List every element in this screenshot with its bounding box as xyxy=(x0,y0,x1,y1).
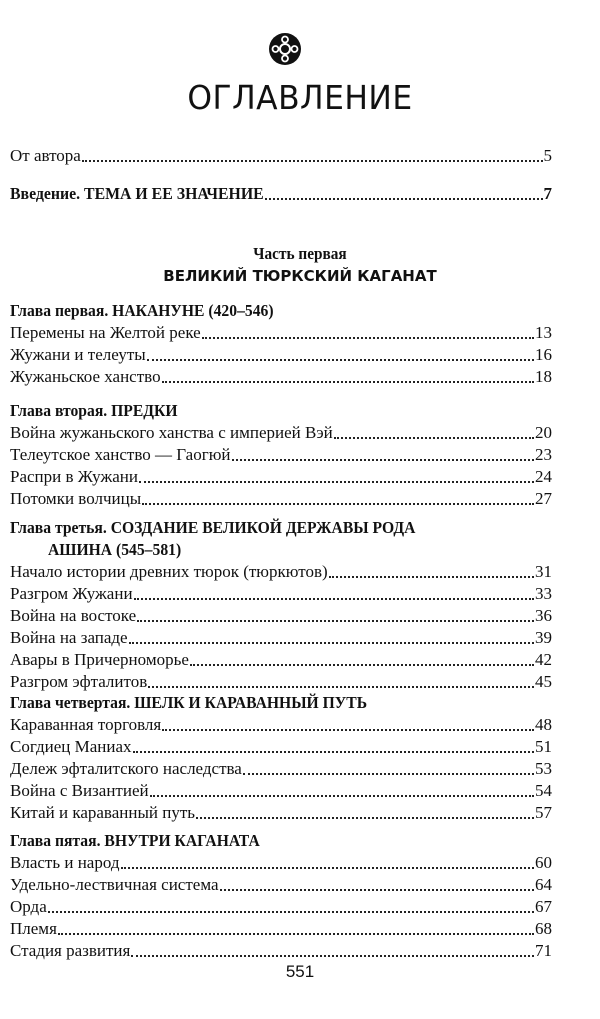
toc-entry[interactable] xyxy=(10,183,552,205)
chapter-heading[interactable] xyxy=(10,517,552,539)
leader-dots xyxy=(58,933,534,935)
toc-entry[interactable] xyxy=(10,671,552,693)
entry-title: Война с Византией xyxy=(10,781,149,800)
chapter-heading[interactable] xyxy=(10,400,552,422)
entry-title: Перемены на Желтой реке xyxy=(10,323,201,342)
entry-title: Китай и караванный путь xyxy=(10,803,195,822)
leader-dots xyxy=(243,773,534,775)
toc-entry[interactable] xyxy=(10,561,552,583)
entry-page: 16 xyxy=(535,345,552,364)
entry-title: Дележ эфталитского наследства xyxy=(10,759,242,778)
toc-entry[interactable] xyxy=(10,758,552,780)
chapter-block xyxy=(10,692,552,824)
entry-page: 7 xyxy=(543,184,552,203)
leader-dots xyxy=(147,359,534,361)
toc-entry[interactable] xyxy=(10,344,552,366)
leader-dots xyxy=(162,381,534,383)
leader-dots xyxy=(196,817,534,819)
entry-title: Племя xyxy=(10,919,57,938)
chapter-block xyxy=(10,517,552,693)
chapter-block xyxy=(10,300,552,388)
entry-page: 23 xyxy=(535,445,552,464)
leader-dots xyxy=(334,437,534,439)
entry-title: Караванная торговля xyxy=(10,715,162,734)
toc-entry[interactable] xyxy=(10,940,552,962)
toc-entry[interactable] xyxy=(10,488,552,510)
chapter-heading[interactable] xyxy=(10,692,552,714)
toc-entry[interactable] xyxy=(10,605,552,627)
entry-page: 24 xyxy=(535,467,552,486)
toc-entry[interactable] xyxy=(10,422,552,444)
leader-dots xyxy=(142,503,534,505)
entry-title: Разгром Жужани xyxy=(10,584,133,603)
entry-page: 60 xyxy=(535,853,552,872)
chapter-heading-text: Глава третья. СОЗДАНИЕ ВЕЛИКОЙ ДЕРЖАВЫ РОДА xyxy=(10,518,416,537)
entry-page: 33 xyxy=(535,584,552,603)
leader-dots xyxy=(220,889,534,891)
entry-page: 71 xyxy=(535,941,552,960)
intro-entries xyxy=(10,145,552,205)
entry-page: 53 xyxy=(535,759,552,778)
entry-page: 57 xyxy=(535,803,552,822)
entry-page: 27 xyxy=(535,489,552,508)
leader-dots xyxy=(48,911,534,913)
entry-page: 39 xyxy=(535,628,552,647)
leader-dots xyxy=(129,642,534,644)
chapter-block xyxy=(10,400,552,510)
entry-title: Начало истории древних тюрок (тюркютов) xyxy=(10,562,328,581)
entry-page: 67 xyxy=(535,897,552,916)
toc-entry[interactable] xyxy=(10,366,552,388)
toc-entry[interactable] xyxy=(10,780,552,802)
entry-title: Война на западе xyxy=(10,628,128,647)
page-title: ОГЛАВЛЕНИЕ xyxy=(187,78,413,117)
toc-entry[interactable] xyxy=(10,444,552,466)
toc-entry[interactable] xyxy=(10,145,552,167)
entry-title: Авары в Причерноморье xyxy=(10,650,189,669)
chapter-heading[interactable] xyxy=(10,539,552,561)
toc-entry[interactable] xyxy=(10,322,552,344)
leader-dots xyxy=(139,481,534,483)
entry-page: 54 xyxy=(535,781,552,800)
leader-dots xyxy=(329,576,534,578)
toc-entry[interactable] xyxy=(10,466,552,488)
part-title: ВЕЛИКИЙ ТЮРКСКИЙ КАГАНАТ xyxy=(163,267,437,285)
leader-dots xyxy=(150,795,534,797)
entry-page: 45 xyxy=(535,672,552,691)
chapter-block xyxy=(10,830,552,962)
entry-title: Жужаньское ханство xyxy=(10,367,161,386)
entry-page: 36 xyxy=(535,606,552,625)
leader-dots xyxy=(162,729,534,731)
entry-title: Разгром эфталитов xyxy=(10,672,148,691)
page-number: 551 xyxy=(285,962,315,981)
leader-dots xyxy=(190,664,534,666)
entry-title: Война жужаньского ханства с империей Вэй xyxy=(10,423,333,442)
toc-entry[interactable] xyxy=(10,583,552,605)
toc-entry[interactable] xyxy=(10,896,552,918)
entry-title: Удельно-лествичная система xyxy=(10,875,219,894)
entry-page: 31 xyxy=(535,562,552,581)
entry-title: От автора xyxy=(10,146,81,165)
chapter-heading-text: Глава вторая. ПРЕДКИ xyxy=(10,401,178,420)
leader-dots xyxy=(265,198,543,200)
entry-title: Власть и народ xyxy=(10,853,120,872)
entry-page: 13 xyxy=(535,323,552,342)
entry-page: 51 xyxy=(535,737,552,756)
entry-page: 48 xyxy=(535,715,552,734)
leader-dots xyxy=(232,459,535,461)
entry-title: Потомки волчицы xyxy=(10,489,142,508)
entry-page: 64 xyxy=(535,875,552,894)
leader-dots xyxy=(148,686,534,688)
toc-entry[interactable] xyxy=(10,627,552,649)
entry-title: Согдиец Маниах xyxy=(10,737,132,756)
chapter-heading-text: Глава первая. НАКАНУНЕ (420–546) xyxy=(10,301,274,320)
entry-title: Телеутское ханство — Гаогюй xyxy=(10,445,231,464)
toc-entry[interactable] xyxy=(10,874,552,896)
ornament-icon xyxy=(268,32,302,66)
entry-title: Введение. ТЕМА И ЕЕ ЗНАЧЕНИЕ xyxy=(10,184,264,203)
part-label: Часть первая xyxy=(253,244,347,263)
toc-entry[interactable] xyxy=(10,802,552,824)
entry-title: Стадия развития xyxy=(10,941,131,960)
entry-title: Распри в Жужани xyxy=(10,467,138,486)
entry-page: 20 xyxy=(535,423,552,442)
toc-entry[interactable] xyxy=(10,852,552,874)
entry-title: Война на востоке xyxy=(10,606,137,625)
entry-title: Орда xyxy=(10,897,47,916)
entry-page: 68 xyxy=(535,919,552,938)
toc-entry[interactable] xyxy=(10,714,552,736)
chapter-heading-text: АШИНА (545–581) xyxy=(48,540,182,559)
toc-entry[interactable] xyxy=(10,649,552,671)
entry-page: 42 xyxy=(535,650,552,669)
chapter-heading[interactable] xyxy=(10,300,552,322)
leader-dots xyxy=(121,867,535,869)
toc-entry[interactable] xyxy=(10,736,552,758)
leader-dots xyxy=(82,160,543,162)
entry-page: 5 xyxy=(543,146,552,165)
entry-page: 18 xyxy=(535,367,552,386)
leader-dots xyxy=(131,955,534,957)
entry-title: Жужани и телеуты xyxy=(10,345,146,364)
chapter-heading-text: Глава пятая. ВНУТРИ КАГАНАТА xyxy=(10,831,260,850)
chapter-heading-text: Глава четвертая. ШЕЛК И КАРАВАННЫЙ ПУТЬ xyxy=(10,693,368,712)
toc-entry[interactable] xyxy=(10,918,552,940)
chapter-heading[interactable] xyxy=(10,830,552,852)
leader-dots xyxy=(134,598,534,600)
leader-dots xyxy=(133,751,534,753)
leader-dots xyxy=(137,620,534,622)
leader-dots xyxy=(202,337,534,339)
